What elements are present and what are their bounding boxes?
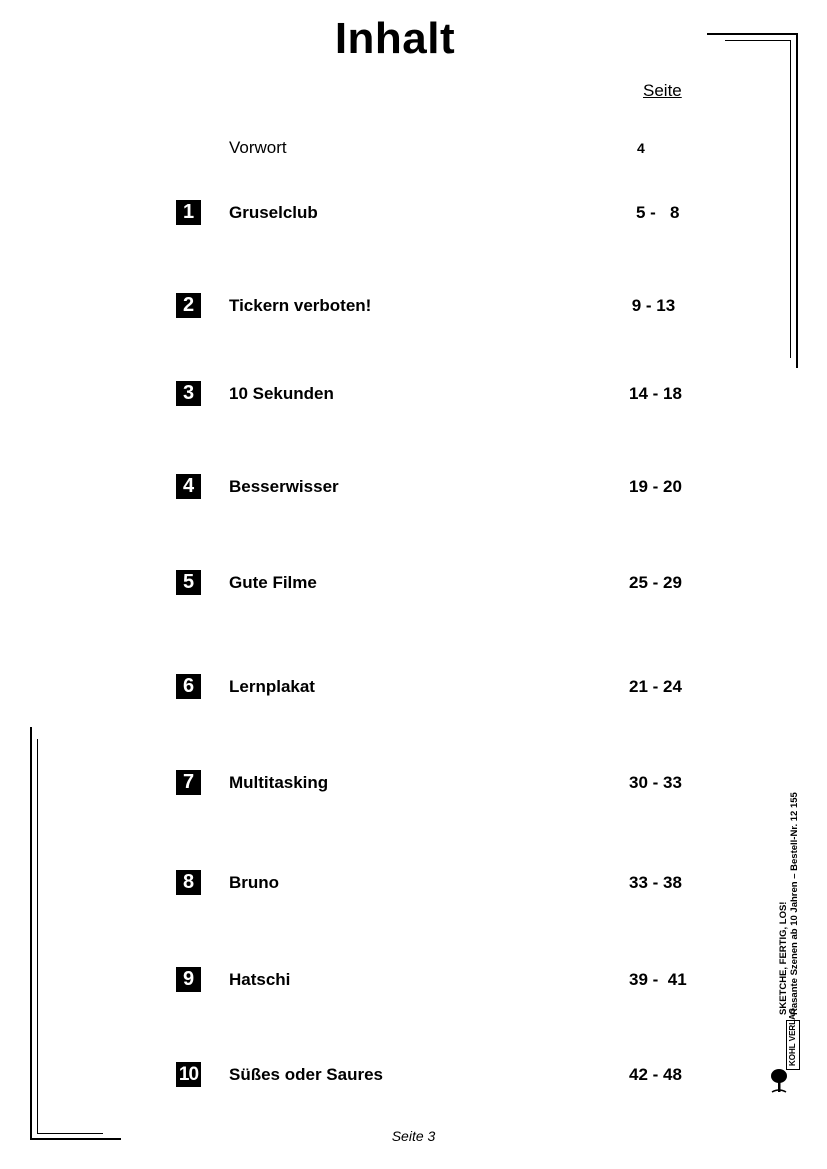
toc-entry-vorwort: [0, 135, 827, 165]
toc-entry-9: [0, 967, 827, 997]
frame-top-right-outer-v: [796, 33, 798, 368]
toc-label: Gruselclub: [229, 203, 318, 222]
toc-entry-2: [0, 293, 827, 323]
toc-pages: 39 - 41: [629, 970, 687, 989]
toc-pages: 4: [637, 140, 645, 156]
frame-bottom-left-outer-v: [30, 727, 32, 1140]
toc-entry-1: [0, 200, 827, 230]
toc-label: Tickern verboten!: [229, 296, 372, 315]
toc-pages: 33 - 38: [629, 873, 682, 892]
toc-entry-7: [0, 770, 827, 800]
sidebar-series-title: SKETCHE, FERTIG, LOS!: [778, 901, 789, 1015]
sidebar-subtitle-order-number: Rasante Szenen ab 10 Jahren – Bestell-Nr. 12 155: [789, 792, 800, 1015]
chapter-number-badge: 10: [176, 1062, 201, 1087]
toc-entry-5: [0, 570, 827, 600]
toc-label: Besserwisser: [229, 477, 339, 496]
toc-label: 10 Sekunden: [229, 384, 334, 403]
toc-pages: 19 - 20: [629, 477, 682, 496]
toc-entry-3: [0, 381, 827, 411]
chapter-number-badge: 5: [176, 570, 201, 595]
chapter-number-badge: 1: [176, 200, 201, 225]
toc-label: Lernplakat: [229, 677, 315, 696]
toc-entry-10: [0, 1062, 827, 1092]
toc-label: Gute Filme: [229, 573, 317, 592]
chapter-number-badge: 7: [176, 770, 201, 795]
toc-pages: 25 - 29: [629, 573, 682, 592]
frame-bottom-left-outer-h: [30, 1138, 121, 1140]
chapter-number-badge: 8: [176, 870, 201, 895]
frame-bottom-left-inner-v: [37, 739, 38, 1133]
toc-label: Bruno: [229, 873, 280, 892]
toc-label: Süßes oder Saures: [229, 1065, 384, 1084]
toc-pages: 42 - 48: [629, 1065, 682, 1084]
publisher-logo-text: KOHL VERLAG: [788, 1007, 797, 1066]
chapter-number-badge: 6: [176, 674, 201, 699]
toc-label: Hatschi: [229, 970, 291, 989]
chapter-number-badge: 9: [176, 967, 201, 992]
chapter-number-badge: 4: [176, 474, 201, 499]
chapter-number-badge: 2: [176, 293, 201, 318]
frame-top-right-inner-h: [725, 40, 791, 41]
frame-bottom-left-inner-h: [37, 1133, 103, 1134]
page-title: Inhalt: [334, 14, 456, 63]
toc-pages: 9 - 13: [627, 296, 676, 315]
page-column-header: Seite: [643, 81, 682, 100]
toc-label: Multitasking: [229, 773, 329, 792]
toc-pages: 14 - 18: [629, 384, 682, 403]
publisher-tree-icon: [770, 1068, 788, 1094]
frame-top-right-inner-v: [790, 40, 791, 358]
frame-top-right-outer-h: [707, 33, 798, 35]
toc-pages: 5 - 8: [636, 203, 680, 222]
toc-label: Vorwort: [229, 138, 287, 157]
toc-entry-6: [0, 674, 827, 704]
page-footer: Seite 3: [391, 1128, 436, 1144]
toc-entry-8: [0, 870, 827, 900]
chapter-number-badge: 3: [176, 381, 201, 406]
toc-entry-4: [0, 474, 827, 504]
toc-pages: 21 - 24: [629, 677, 682, 696]
toc-pages: 30 - 33: [629, 773, 682, 792]
